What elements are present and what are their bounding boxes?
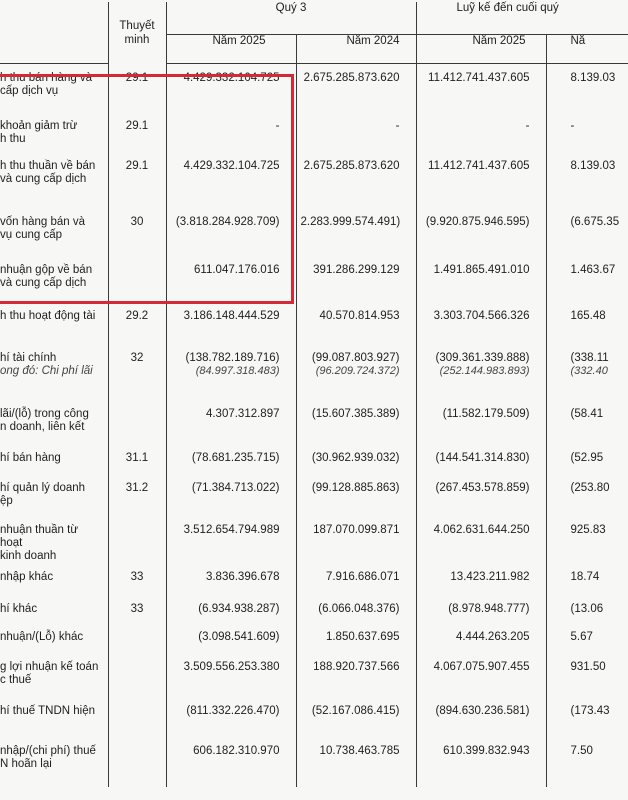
q3-2025-value-text: 4.307.312.897: [205, 407, 280, 420]
ytd-2024-value: [546, 208, 628, 256]
ytd-2024-value-text: (173.43: [570, 704, 610, 717]
q3-2025-value-text: 4.429.332.104.725: [183, 159, 280, 172]
ytd-2024-value-text: -: [570, 119, 575, 132]
q3-2024-value: [296, 302, 416, 344]
q3-2024-value-text: 40.570.814.953: [319, 309, 400, 322]
row-label-text: nhuận gộp về bán và cung cấp dịch: [0, 263, 93, 289]
ytd-2024-value-text: 8.139.03: [570, 72, 616, 84]
ytd-2025-value-text: 4.062.631.644.250: [433, 523, 530, 536]
row-sublabel: ong đó: Chi phí lãi: [0, 364, 93, 377]
ytd-2025-value: [416, 444, 546, 474]
ytd-2025-value-text: 4.444.263.205: [455, 630, 530, 643]
row-note-text: 31.1: [125, 451, 149, 464]
q3-2025-value: [166, 444, 296, 474]
ytd-2024-value: [546, 737, 628, 787]
row-label-text: vốn hàng bán và vụ cung cấp: [0, 215, 86, 241]
ytd-2025-value: [416, 64, 546, 112]
ytd-2024-value-text: 7.50: [570, 744, 593, 757]
ytd-2025-value-text: 11.412.741.437.605: [428, 159, 530, 172]
ytd-2025-value: [416, 516, 546, 563]
row-note-text: 33: [130, 570, 144, 583]
ytd-2025-value-text: 13.423.211.982: [450, 570, 530, 583]
row-note: [108, 653, 166, 697]
row-note: [108, 516, 166, 563]
ytd-2025-value-text: 610.399.832.943: [443, 744, 530, 757]
ytd-2025-value-text: (9.920.875.946.595): [425, 215, 530, 228]
income-statement-table: [0, 2, 628, 787]
ytd-group-header: Luỹ kế đến cuối quý: [416, 2, 628, 35]
row-label-text: h thu bán hàng và cấp dịch vụ: [0, 72, 93, 97]
ytd-2025-value: [416, 112, 546, 152]
row-label-text: nhuận/(Lỗ) khác: [0, 630, 84, 643]
ytd-2024-value: [546, 623, 628, 653]
q3-2024-value: [296, 152, 416, 208]
ytd-2024-value-sub: (332.40: [570, 364, 608, 377]
ytd-2025-value: [416, 563, 546, 595]
row-label: [0, 595, 108, 623]
row-label: [0, 653, 108, 697]
ytd-2025-value-text: 4.067.075.907.455: [433, 660, 530, 673]
ytd-2024-value-text: (253.80: [570, 481, 610, 494]
ytd-2025-value: [416, 623, 546, 653]
q3-2025-value: [166, 516, 296, 563]
row-label: [0, 697, 108, 737]
row-note: [108, 697, 166, 737]
ytd-2024-value: [546, 474, 628, 516]
q3-2025-value: [166, 474, 296, 516]
row-note: [108, 623, 166, 653]
q3-2024-value: [296, 256, 416, 302]
q3-2024-value: [296, 444, 416, 474]
row-label: [0, 737, 108, 787]
row-note: [108, 256, 166, 302]
q3-2025-value: [166, 623, 296, 653]
q3-2025-value: [166, 563, 296, 595]
q3-2024-value-sub: (96.209.724.372): [315, 364, 400, 377]
row-label: [0, 256, 108, 302]
row-note-text: 30: [130, 215, 144, 228]
note-column-header: Thuyết minh: [108, 2, 166, 64]
row-label: [0, 152, 108, 208]
q3-2024-value-text: 188.920.737.566: [313, 660, 400, 673]
ytd-2025-value: [416, 595, 546, 623]
table-row: [0, 344, 628, 400]
q3-2024-value: [296, 623, 416, 653]
row-note-text: 29.1: [125, 71, 149, 84]
ytd-2024-value: [546, 595, 628, 623]
row-label: [0, 623, 108, 653]
ytd-2024-value-text: 931.50: [570, 660, 606, 673]
ytd-2024-value-text: 8.139.03: [570, 159, 616, 172]
q3-2025-value-text: (71.384.713.022): [191, 481, 280, 494]
ytd-2024-value-text: (13.06: [570, 602, 604, 615]
q3-2025-value-text: (3.098.541.609): [198, 630, 280, 643]
table-row: [0, 152, 628, 208]
q3-2025-value: [166, 697, 296, 737]
row-note: [108, 563, 166, 595]
q3-2024-value: [296, 64, 416, 112]
table-row: [0, 737, 628, 787]
q3-2025-value-sub: (84.997.318.483): [195, 364, 280, 377]
q3-2024-value-text: 1.850.637.695: [325, 630, 400, 643]
ytd-2025-value-text: (8.978.948.777): [448, 602, 530, 615]
ytd-2025-value: [416, 152, 546, 208]
ytd-2024-value-text: 165.48: [570, 309, 606, 322]
row-label-text: hí tài chính: [0, 351, 57, 364]
table-row: [0, 400, 628, 444]
q3-2025-value: [166, 208, 296, 256]
row-label-text: h thu hoạt động tài: [0, 309, 96, 322]
q3-2024-value: [296, 737, 416, 787]
ytd-2025-value: [416, 474, 546, 516]
row-label-text: nhuận thuần từ hoạt kinh doanh: [0, 523, 79, 562]
table-row: [0, 112, 628, 152]
table-row: [0, 208, 628, 256]
quarter-group-header: Quý 3: [166, 2, 416, 35]
row-note-text: 31.2: [125, 481, 149, 494]
q3-2025-value-text: (811.332.226.470): [186, 704, 280, 717]
q3-2025-value: [166, 152, 296, 208]
q3-2025-value-text: -: [275, 119, 280, 132]
row-label: [0, 64, 108, 112]
ytd-2025-value: [416, 697, 546, 737]
q3-2024-value-text: 10.738.463.785: [319, 744, 400, 757]
ytd-2024-value: [546, 344, 628, 400]
row-label-text: khoản giảm trừ h thu: [0, 119, 78, 145]
ytd-2025-value: [416, 344, 546, 400]
q3-2024-value: [296, 112, 416, 152]
row-label-text: nhập/(chi phí) thuế N hoãn lại: [0, 744, 96, 770]
statement-rows: [0, 64, 628, 787]
q3-2025-value: [166, 302, 296, 344]
q3-2024-value: [296, 208, 416, 256]
q3-2024-value: [296, 563, 416, 595]
ytd-2024-value: [546, 152, 628, 208]
q3-2025-value-text: 611.047.176.016: [194, 263, 280, 276]
row-note: [108, 344, 166, 400]
ytd-2024-value: [546, 653, 628, 697]
q3-2024-value: [296, 474, 416, 516]
ytd-2025-value-text: 1.491.865.491.010: [433, 263, 530, 276]
table-row: [0, 444, 628, 474]
row-note-text: 32: [130, 351, 144, 364]
q3-2025-header: Năm 2025: [166, 35, 296, 64]
row-note: [108, 302, 166, 344]
row-label-text: lãi/(lỗ) trong công n doanh, liên kết: [0, 407, 89, 433]
row-label-text: h thu thuần về bán và cung cấp dịch: [0, 159, 96, 185]
row-note-text: 29.2: [125, 309, 149, 322]
q3-2024-value-text: (6.066.048.376): [318, 602, 400, 615]
row-note-text: 29.1: [125, 159, 149, 172]
row-note: [108, 444, 166, 474]
q3-2025-value: [166, 595, 296, 623]
ytd-2024-value: [546, 256, 628, 302]
q3-2024-value-text: (15.607.385.389): [311, 407, 400, 420]
q3-2025-value: [166, 112, 296, 152]
q3-2024-value: [296, 516, 416, 563]
ytd-2025-value-text: (11.582.179.509): [442, 407, 530, 420]
ytd-2025-value: [416, 737, 546, 787]
ytd-2025-value-text: (894.630.236.581): [435, 704, 530, 717]
row-label-text: hí quản lý doanh ệp: [0, 481, 86, 507]
table-row: [0, 563, 628, 595]
ytd-2025-value: [416, 302, 546, 344]
row-note: [108, 737, 166, 787]
q3-2024-value-text: 2.283.999.574.491): [300, 215, 401, 228]
table-row: [0, 64, 628, 112]
table-row: [0, 595, 628, 623]
q3-2025-value-text: 3.186.148.444.529: [183, 309, 280, 322]
row-label: [0, 474, 108, 516]
ytd-2025-value: [416, 400, 546, 444]
row-note: [108, 112, 166, 152]
q3-2025-value: [166, 256, 296, 302]
ytd-2025-value-sub: (252.144.983.893): [439, 364, 530, 377]
row-label-text: nhập khác: [0, 570, 54, 583]
q3-2024-value-text: 2.675.285.873.620: [303, 159, 400, 172]
table-row: [0, 302, 628, 344]
table-row: [0, 474, 628, 516]
ytd-2025-value-text: 11.412.741.437.605: [428, 72, 530, 84]
q3-2025-value-text: (78.681.235.715): [191, 451, 280, 464]
row-label: [0, 344, 108, 400]
q3-2025-value: [166, 653, 296, 697]
row-label: [0, 112, 108, 152]
row-note: [108, 208, 166, 256]
row-label: [0, 563, 108, 595]
row-note: [108, 64, 166, 112]
row-label-text: hí bán hàng: [0, 451, 61, 464]
q3-2025-value-text: 4.429.332.104.725: [183, 72, 280, 84]
row-label-text: g lợi nhuận kế toán c thuế: [0, 660, 99, 686]
row-label: [0, 516, 108, 563]
row-label-text: hí thuế TNDN hiện: [0, 704, 96, 717]
ytd-2025-value-text: 3.303.704.566.326: [433, 309, 530, 322]
q3-2025-value-text: 3.512.654.794.989: [183, 523, 280, 536]
ytd-2024-value-text: (338.11: [570, 351, 609, 364]
q3-2024-value: [296, 344, 416, 400]
q3-2024-value-text: (99.128.885.863): [311, 481, 400, 494]
row-note-text: 33: [130, 602, 144, 615]
table-row: [0, 623, 628, 653]
ytd-2025-header: Năm 2025: [416, 35, 546, 64]
q3-2025-value: [166, 344, 296, 400]
row-note: [108, 474, 166, 516]
ytd-2024-value-text: 5.67: [570, 630, 593, 643]
label-header: [0, 2, 108, 35]
q3-2024-value-text: 391.286.299.129: [313, 263, 400, 276]
ytd-2024-header: Nă: [546, 35, 628, 64]
q3-2025-value-text: 606.182.310.970: [193, 744, 280, 757]
q3-2025-value-text: 3.836.396.678: [205, 570, 280, 583]
q3-2024-value: [296, 400, 416, 444]
ytd-2024-value: [546, 112, 628, 152]
ytd-2024-value: [546, 64, 628, 112]
ytd-2024-value: [546, 302, 628, 344]
ytd-2024-value: [546, 400, 628, 444]
ytd-2024-value: [546, 563, 628, 595]
q3-2024-value: [296, 653, 416, 697]
row-label: [0, 444, 108, 474]
ytd-2024-value-text: (6.675.35: [570, 215, 620, 228]
ytd-2025-value-text: (144.541.314.830): [435, 451, 530, 464]
table-row: [0, 653, 628, 697]
ytd-2025-value: [416, 208, 546, 256]
q3-2024-header: Năm 2024: [296, 35, 416, 64]
ytd-2024-value-text: 1.463.67: [570, 263, 616, 276]
ytd-2024-value: [546, 516, 628, 563]
q3-2025-value: [166, 737, 296, 787]
q3-2025-value-text: (138.782.189.716): [185, 351, 280, 364]
q3-2024-value-text: (52.167.086.415): [311, 704, 400, 717]
row-label: [0, 400, 108, 444]
ytd-2024-value: [546, 444, 628, 474]
q3-2025-value: [166, 400, 296, 444]
ytd-2024-value-text: 925.83: [570, 523, 606, 536]
q3-2024-value-text: 2.675.285.873.620: [303, 72, 400, 84]
q3-2024-value-text: 187.070.099.871: [313, 523, 400, 536]
ytd-2025-value: [416, 653, 546, 697]
q3-2024-value-text: (99.087.803.927): [311, 351, 400, 364]
q3-2024-value-text: (30.962.939.032): [311, 451, 400, 464]
ytd-2024-value-text: 18.74: [570, 570, 600, 583]
q3-2025-value: [166, 64, 296, 112]
q3-2025-value-text: (3.818.284.928.709): [175, 215, 280, 228]
q3-2025-value-text: 3.509.556.253.380: [183, 660, 280, 673]
ytd-2025-value-text: (267.453.578.859): [435, 481, 530, 494]
q3-2024-value-text: 7.916.686.071: [325, 570, 400, 583]
ytd-2024-value-text: (52.95: [570, 451, 604, 464]
row-label-text: hí khác: [0, 602, 38, 615]
table-row: [0, 256, 628, 302]
table-row: [0, 697, 628, 737]
ytd-2025-value-text: (309.361.339.888): [435, 351, 530, 364]
ytd-2025-value-text: -: [525, 119, 530, 132]
q3-2024-value: [296, 697, 416, 737]
row-label: [0, 208, 108, 256]
ytd-2024-value-text: (58.41: [570, 407, 604, 420]
ytd-2024-value: [546, 697, 628, 737]
ytd-2025-value: [416, 256, 546, 302]
q3-2024-value-text: -: [395, 119, 400, 132]
row-note: [108, 152, 166, 208]
table-row: [0, 516, 628, 563]
row-note: [108, 400, 166, 444]
q3-2025-value-text: (6.934.938.287): [198, 602, 280, 615]
q3-2024-value: [296, 595, 416, 623]
row-note: [108, 595, 166, 623]
row-label: [0, 302, 108, 344]
row-note-text: 29.1: [125, 119, 149, 132]
